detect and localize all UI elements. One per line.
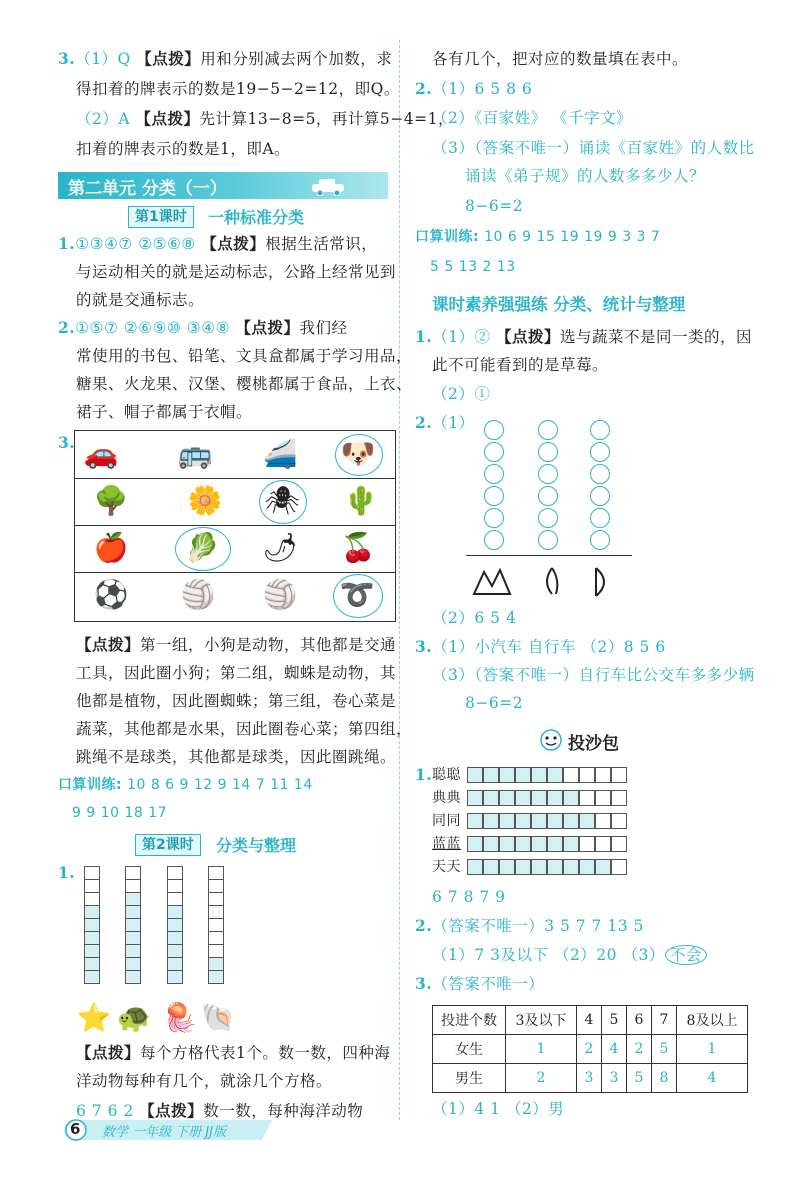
eggplant-icon (596, 568, 604, 596)
bar-cell (467, 767, 483, 783)
oral-practice-2-line2: 5 5 13 2 13 (430, 259, 516, 275)
bar-cell (579, 836, 595, 852)
header-cell: 4 (577, 1006, 602, 1035)
flower-picture: 🌼 (187, 484, 223, 517)
bar-cell (595, 767, 611, 783)
grid-cell (125, 866, 141, 880)
l1q3-hint-line5: 跳绳不是球类，其他都是球类，因此圈跳绳。 (76, 748, 397, 766)
table-cell: 4 (602, 1035, 627, 1064)
bead (590, 508, 610, 528)
s3-1: 3.（1）小汽车 自行车 （2）8 5 6 (415, 637, 666, 656)
bar-cell (611, 813, 627, 829)
tree-picture: 🌳 (93, 484, 129, 517)
footer-text: 数学 一年级 下册 JJ版 (102, 1125, 227, 1140)
bar-cell (483, 813, 499, 829)
cherry-picture: 🍒 (340, 531, 376, 564)
bar-cell (499, 790, 515, 806)
tally-table (432, 1005, 748, 1093)
bar-cell (547, 767, 563, 783)
bar-cell (531, 859, 547, 875)
bar-cell (611, 859, 627, 875)
jellyfish-picture: 🪼 (162, 1001, 198, 1034)
s1-1-line1: 1.（1）② 【点拨】选与蔬菜不是同一类的，因 (415, 327, 753, 346)
bead (484, 508, 504, 528)
turtle-picture: 🐢 (116, 1001, 152, 1034)
bead (538, 464, 558, 484)
sea-animal-column (208, 867, 224, 984)
bar-cell (611, 767, 627, 783)
l1q2-line1: 2.①⑤⑦ ②⑥⑨⑩ ③④⑧ 【点拨】我们经 (58, 318, 348, 337)
s2-2: （2）6 5 4 (432, 609, 517, 627)
bead (484, 442, 504, 462)
bar-cell (531, 767, 547, 783)
sea-animal-column (84, 867, 100, 984)
tally-row-boys (433, 1064, 748, 1093)
bar-cell (515, 813, 531, 829)
bar-cell (563, 790, 579, 806)
bar-cell (531, 836, 547, 852)
spider-picture: 🕷 (264, 484, 300, 517)
page-footer (62, 1118, 282, 1142)
r-q2-3b: 诵读《弟子规》的人数多多少人？ (465, 167, 706, 185)
grid-cell (125, 892, 141, 906)
cabbage-picture: 🥬 (184, 531, 220, 564)
grid-cell (125, 918, 141, 932)
grid-cell (125, 905, 141, 919)
dog-picture: 🐶 (340, 437, 376, 470)
grid-cell (208, 905, 224, 919)
right-continuation: 各有几个，把对应的数量填在表中。 (432, 50, 689, 68)
bead-baseline (466, 555, 632, 556)
bar-cell (595, 836, 611, 852)
child-name-label: 天天 (432, 859, 461, 875)
bar-cell (515, 836, 531, 852)
grid-cell (84, 944, 100, 958)
unit-title: 第二单元 分类（一） (68, 179, 227, 199)
l1q3-hint-line2: 工具，因此圈小狗；第二组，蜘蛛是动物，其 (76, 664, 397, 682)
bar-cell (595, 859, 611, 875)
grid-cell (125, 957, 141, 971)
table-cell: 8 (652, 1064, 677, 1093)
table-cell: 1 (506, 1035, 577, 1064)
header-cell: 8及以上 (677, 1006, 748, 1035)
bar-cell (547, 813, 563, 829)
bar-cell (579, 767, 595, 783)
s2-1: 2.（1） (415, 413, 475, 432)
table-cell: 1 (677, 1035, 748, 1064)
child-name-label: 聪聪 (432, 767, 461, 783)
table-cell: 3 (577, 1064, 602, 1093)
car-icon (308, 176, 352, 196)
volleyball-picture: 🏐 (180, 578, 216, 611)
page-number: 6 (70, 1120, 81, 1138)
bar-cell (483, 836, 499, 852)
bead (538, 420, 558, 440)
bar-cell (515, 767, 531, 783)
table-cell: 2 (627, 1035, 652, 1064)
apple-picture: 🍎 (93, 531, 129, 564)
game-q2-a: 2.（答案不唯一）3 5 7 7 13 5 (415, 916, 644, 935)
grid-cell (167, 892, 183, 906)
q3-2-line1: （2）A 【点拨】先计算13−8=5，再计算5−4=1， (76, 109, 454, 128)
l1q3-number: 3. (58, 433, 76, 452)
bead (538, 508, 558, 528)
vegetable-icons (470, 564, 630, 600)
bar-cell (547, 859, 563, 875)
l1q3-hint-line4: 蔬菜，其他都是水果，因此圈卷心菜；第四组， (76, 720, 413, 738)
s3-2: （3）（答案不唯一）自行车比公交车多多少辆 (432, 666, 755, 684)
bead (590, 442, 610, 462)
bar-cell (579, 813, 595, 829)
tally-row-girls (433, 1035, 748, 1064)
bar-cell (483, 767, 499, 783)
bar-cell (563, 859, 579, 875)
bar-cell (467, 790, 483, 806)
unit-title-bar (58, 172, 388, 199)
dragonfruit-picture: 🌶 (262, 531, 298, 564)
l1q1-line2: 与运动相关的就是运动标志，公路上经常见到 (76, 263, 397, 281)
game-q1-answer: 6 7 8 7 9 (432, 888, 506, 906)
row-label: 女生 (433, 1035, 506, 1064)
lesson1-tag: 第1课时 (128, 206, 194, 228)
q3-1-line2: 得扣着的牌表示的数是19−5−2=12，即Q。 (76, 80, 400, 98)
grid-cell (167, 866, 183, 880)
cactus-picture: 🌵 (343, 484, 379, 517)
l2q1-number: 1. (58, 863, 76, 882)
bar-cell (563, 813, 579, 829)
bead (484, 464, 504, 484)
grid-cell (84, 905, 100, 919)
grid-cell (208, 944, 224, 958)
bar-cell (579, 790, 595, 806)
grid-cell (125, 931, 141, 945)
volleyball-picture-2: 🏐 (262, 578, 298, 611)
bus-picture: 🚌 (177, 437, 213, 470)
grid-cell (208, 892, 224, 906)
l1q2-line2: 常使用的书包、铅笔、文具盒都属于学习用品， (76, 347, 413, 365)
grid-cell (208, 879, 224, 893)
l2q1-hint-line2: 洋动物每种有几个，就涂几个方格。 (76, 1072, 333, 1090)
bar-cell (595, 813, 611, 829)
child-name-label: 蓝蓝 (432, 836, 461, 852)
bar-cell (483, 790, 499, 806)
bead (538, 442, 558, 462)
r-q2-1: 2.（1）6 5 8 6 (415, 79, 533, 98)
bar-cell (499, 836, 515, 852)
row-label: 男生 (433, 1064, 506, 1093)
shell-picture: 🐚 (200, 1001, 236, 1034)
lesson1-title: 一种标准分类 (208, 208, 305, 227)
sea-animal-column (125, 867, 141, 984)
l1q2-line4: 裙子、帽子都属于衣帽。 (76, 403, 253, 421)
train-picture: 🚄 (262, 437, 298, 470)
circled-answer: 不会 (665, 945, 707, 965)
l1q2-line3: 糖果、火龙果、汉堡、樱桃都属于食品，上衣、 (76, 375, 413, 393)
section-title: 课时素养强强练 分类、统计与整理 (432, 295, 686, 314)
s3-3: 8−6=2 (465, 694, 524, 712)
s1-2: （2）① (432, 385, 491, 403)
grid-cell (84, 866, 100, 880)
bar-cell (467, 813, 483, 829)
table-cell: 5 (627, 1064, 652, 1093)
game-q2-b: （1）7 3及以下 （2）20 （3） 不会 (432, 944, 707, 966)
bead (590, 420, 610, 440)
header-cell: 5 (602, 1006, 627, 1035)
grid-cell (84, 892, 100, 906)
grid-cell (208, 970, 224, 984)
bar-cell (611, 790, 627, 806)
child-name-label: 典典 (432, 790, 461, 806)
bar-cell (531, 790, 547, 806)
grid-cell (84, 918, 100, 932)
bar-cell (499, 767, 515, 783)
oral-practice-2-line1: 口算训练: 10 6 9 15 19 19 9 3 3 7 (415, 229, 661, 245)
oral-practice-1-line2: 9 9 10 18 17 (72, 805, 168, 821)
mushroom-icon (474, 570, 510, 594)
pepper-icon (547, 568, 557, 594)
bead (538, 530, 558, 550)
r-q2-2: （2）《百家姓》 《千字文》 (432, 109, 633, 127)
car-picture: 🚗 (83, 437, 119, 470)
table-cell: 2 (577, 1035, 602, 1064)
bead (590, 464, 610, 484)
table-cell: 4 (677, 1064, 748, 1093)
grid-cell (208, 957, 224, 971)
sea-animal-column (167, 867, 183, 984)
oral-practice-1-line1: 口算训练: 10 8 6 9 12 9 14 7 11 14 (58, 777, 313, 793)
bar-cell (563, 767, 579, 783)
bar-cell (467, 836, 483, 852)
grid-cell (84, 970, 100, 984)
bar-cell (531, 813, 547, 829)
grid-cell (125, 879, 141, 893)
game-q1-number: 1. (415, 765, 433, 784)
game-q3-a: 3.（答案不唯一） (415, 974, 545, 993)
soccer-ball-picture: ⚽ (93, 578, 129, 611)
table-cell: 3 (602, 1064, 627, 1093)
bead (484, 486, 504, 506)
header-cell: 7 (652, 1006, 677, 1035)
header-cell: 6 (627, 1006, 652, 1035)
grid-cell (167, 879, 183, 893)
grid-cell (208, 931, 224, 945)
grid-cell (125, 944, 141, 958)
r-q2-3a: （3）（答案不唯一）诵读《百家姓》的人数比 (432, 139, 755, 157)
grid-cell (167, 944, 183, 958)
game-q3-answer: （1）4 1 （2）男 (432, 1100, 565, 1118)
bar-cell (611, 836, 627, 852)
bead (484, 530, 504, 550)
tally-header-row (433, 1006, 748, 1035)
bead (538, 486, 558, 506)
jump-rope-picture: ➰ (339, 578, 375, 611)
bar-cell (467, 859, 483, 875)
r-q2-3c: 8−6=2 (465, 197, 524, 215)
bead (484, 420, 504, 440)
l1q1-line3: 的就是交通标志。 (76, 291, 205, 309)
bar-cell (579, 859, 595, 875)
grid-cell (125, 970, 141, 984)
bar-cell (483, 859, 499, 875)
table-cell: 2 (506, 1064, 577, 1093)
q3-1-line1: 3.（1）Q 【点拨】用和分别减去两个加数，求 (58, 49, 393, 68)
grid-cell (167, 918, 183, 932)
s1-1-line2: 此不可能看到的是草莓。 (432, 356, 609, 374)
grid-cell (84, 957, 100, 971)
bar-cell (563, 836, 579, 852)
bar-cell (515, 859, 531, 875)
bead (590, 486, 610, 506)
bead (590, 530, 610, 550)
table-cell: 5 (652, 1035, 677, 1064)
classification-grid (74, 430, 396, 622)
header-cell: 投进个数 (433, 1006, 506, 1035)
l2q1-hint-line1: 【点拨】每个方格代表1个。数一数，四种海 (76, 1043, 391, 1062)
grid-cell (167, 905, 183, 919)
grid-cell (84, 879, 100, 893)
header-cell: 3及以下 (506, 1006, 577, 1035)
grid-cell (167, 957, 183, 971)
grid-cell (167, 970, 183, 984)
mascot-icon (538, 728, 564, 752)
bar-cell (547, 790, 563, 806)
grid-cell (84, 931, 100, 945)
bar-cell (499, 859, 515, 875)
q3-2-line2: 扣着的牌表示的数是1，即A。 (76, 140, 291, 158)
grid-cell (167, 931, 183, 945)
column-divider (399, 40, 400, 1120)
lesson2-title: 分类与整理 (216, 836, 297, 855)
grid-cell (208, 918, 224, 932)
l1q3-hint-line3: 他都是植物，因此圈蜘蛛；第三组，卷心菜是 (76, 692, 397, 710)
l1q3-hint-line1: 【点拨】第一组，小狗是动物，其他都是交通 (76, 635, 397, 654)
l1q1-line1: 1.①③④⑦ ②⑤⑥⑧ 【点拨】根据生活常识， (58, 234, 378, 253)
bar-cell (515, 790, 531, 806)
game-title: 投沙包 (568, 734, 619, 754)
l2q1-answer: 6 7 6 2 【点拨】数一数，每种海洋动物 (76, 1101, 364, 1120)
grid-cell (208, 866, 224, 880)
child-name-label: 同同 (432, 813, 461, 829)
bar-cell (499, 813, 515, 829)
bar-cell (595, 790, 611, 806)
bar-cell (547, 836, 563, 852)
lesson2-tag: 第2课时 (135, 834, 201, 856)
starfish-picture: ⭐ (76, 1001, 112, 1034)
